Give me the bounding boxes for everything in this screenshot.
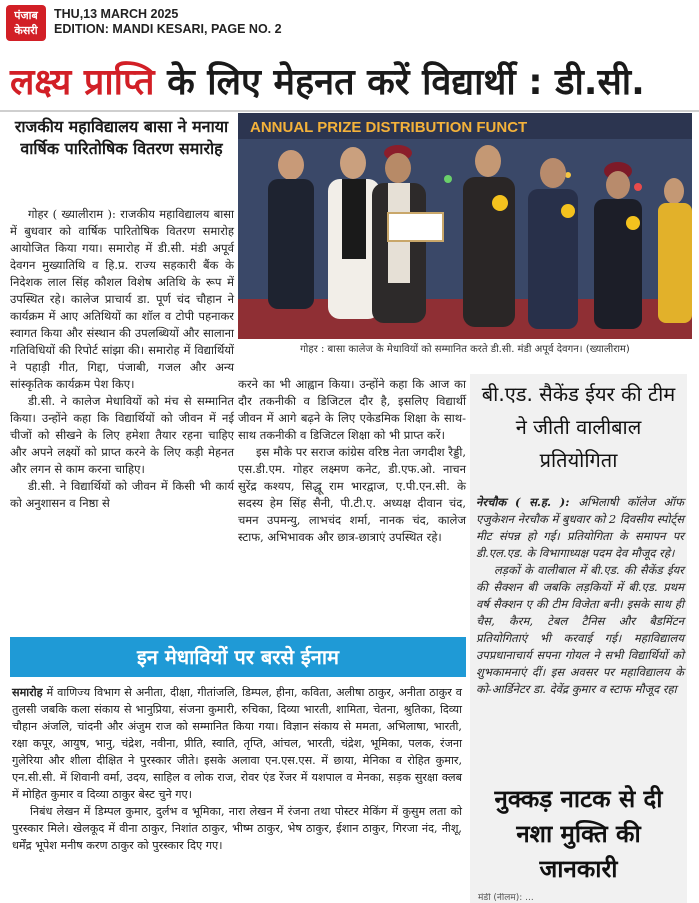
sidebar-headline-1: बी.एड. सैकेंड ईयर की टीम ने जीती वालीबाल प्रतियोगिता xyxy=(481,382,676,472)
sidebar-paragraph xyxy=(476,494,684,562)
sidebar-article-1 xyxy=(476,494,684,698)
headline-rest: के लिए मेहनत करें विद्यार्थी : डी.सी. xyxy=(154,62,645,103)
article-column-2 xyxy=(238,376,466,546)
sidebar-paragraph: लड़कों के वालीबाल में बी.एड. की सैकेंड ईयर की सैक्शन बी जबकि लड़कियों में बी.एड. प्रथम वर्ष सैक्शन ए की टीम विजेता बनी। इसके साथ ही चैस, कैरम, टेबल टैनिस और बैडमिंटन प्रतियोगिताएं भी करवाई गई। महाविद्यालय उपप्रधानाचार्य सपना गोयल ने सभी विद्यार्थियों को शुभकामनाएं दीं। इस अवसर पर महाविद्यालय के को-आर्डिनेटर डा. देवेंद्र कुमार व स्टाफ मौजूद रहा xyxy=(476,563,684,696)
awards-body xyxy=(12,684,462,854)
awards-paragraph: निबंध लेखन में डिम्पल कुमार, दुर्लभ व भूमिका, नारा लेखन में रंजना तथा पोस्टर मेकिंग में कुसुम लता को पुरस्कार मिले। खेलकूद में वीना ठाकुर, निशांत ठाकुर, भीष्म ठाकुर, भेष ठाकुर, ईशान ठाकुर, गिरजा नंद, नीशू, धर्मेंद्र भूपेश मनीष करण ठाकुर को पुरस्कार दिए गए। xyxy=(12,805,462,852)
logo-line-1: पंजाब xyxy=(14,9,38,22)
newspaper-logo xyxy=(6,5,46,41)
edition-label: EDITION: MANDI KESARI, PAGE NO. 2 xyxy=(54,22,282,36)
sidebar-dateline: नेरचौक ( स.ह. ): xyxy=(476,495,579,509)
photo-banner-text: ANNUAL PRIZE DISTRIBUTION FUNCT xyxy=(250,119,528,136)
awards-lead: समारोह xyxy=(12,685,43,699)
article-paragraph: करने का भी आह्वान किया। उन्होंने कहा कि आज का दौर तकनीकी व डिजिटल दौर है, इसलिए विद्यार्थी जीवन में आगे बढ़ने के लिए एकेडमिक शिक्षा के साथ-साथ तकनीकी व डिजिटल शिक्षा को भी प्राप्त करें। xyxy=(238,377,466,442)
publication-date: THU,13 MARCH 2025 xyxy=(54,7,179,21)
article-paragraph: डी.सी. ने विद्यार्थियों को जीवन में किसी भी कार्य को अनुशासन व निष्ठा से xyxy=(10,479,234,510)
photo-caption: गोहर : बासा कालेज के मेधावियों को सम्मानित करते डी.सी. मंडी अपूर्व देवगन। (ख्यालीराम) xyxy=(300,344,630,355)
masthead xyxy=(0,0,699,50)
main-headline xyxy=(10,60,645,106)
sidebar-paragraph-text: अभिलाषी कॉलेज ऑफ एजुकेशन नेरचौक में बुधवार को 2 दिवसीय स्पोर्ट्स मीट संपन्न हो गई। प्रतियोगिता के समापन पर डी.एल.एड. के विभागाध्यक्ष पदम देव मौजूद रहे। xyxy=(476,495,684,560)
headline-highlight: लक्ष्य प्राप्ति xyxy=(10,62,155,103)
event-photo xyxy=(238,113,692,339)
awards-paragraph xyxy=(12,684,462,803)
article-paragraph: गोहर ( ख्यालीराम ): राजकीय महाविद्यालय बासा में बुधवार को वार्षिक पारितोषिक वितरण समारोह आयोजित किया गया। समारोह में डी.सी. मंडी अपूर्व देवगन मुख्यातिथि व हि.प्र. राज्य सहकारी बैंक के निदेशक लाल सिंह कौशल विशेष अतिथि के रूप में उपस्थित रहे। कालेज प्राचार्य डा. पूर्ण चंद चौहान ने कार्यक्रम में आए अतिथियों का शॉल व टोपी पहनाकर स्वागत किया और संस्थान की उपलब्धियों और सालाना गतिविधियों की रिपोर्ट सांझा की। समारोह में विद्यार्थियों ने पहाड़ी गीत, गिद्दा, पंजाबी, गजल और अन्य सांस्कृतिक कार्यक्रम पेश किए। xyxy=(10,207,234,391)
headline-divider xyxy=(0,110,699,112)
logo-line-2: केसरी xyxy=(14,24,38,37)
event-photo-illustration xyxy=(238,113,692,339)
awards-text: में वाणिज्य विभाग से अनीता, दीक्षा, गीतांजलि, डिम्पल, हीना, कविता, अलीषा ठाकुर, अनीता ठाकुर व तुलसी जबकि कला संकाय से भानुप्रिया, संजना कुमारी, रुचिका, दिव्या भारती, शामिता, चेतना, श्रुतिका, दिव्या चौहान अंजलि, चांदनी और अंजुम राज को सम्मानित किया गया। विज्ञान संकाय से ममता, अभिलाषा, भारती, रक्षा कपूर, आयुष, भानु, चंद्रेश, नवीना, प्रीति, स्वाति, तृप्ति, आंचल, भारती, चंद्रेश, भूमिका, पलक, रंजना गुलेरिया और शीला दीक्षित ने पुरस्कार जीते। इसके अलावा एन.एस.एस. में छाया, मेनिका व रोहित कुमार, एन.सी.सी. में शिवानी वर्मा, उदय, साहिल व लोक राज, रोवर एंड रेंजर में यशपाल व मेनका, सड़क सुरक्षा क्लब में मोहित कुमार व दिव्या ठाकुर बेस्ट चुने गए। xyxy=(12,686,462,801)
sidebar-headline-2: नुक्कड़ नाटक से दी नशा मुक्ति की जानकारी xyxy=(494,785,663,883)
awards-banner: इन मेधावियों पर बरसे ईनाम xyxy=(10,637,466,677)
sidebar-article-2-stub: मंडी (नीलम): ... xyxy=(478,893,534,903)
article-column-1 xyxy=(10,206,234,512)
sub-headline: राजकीय महाविद्यालय बासा ने मनाया वार्षिक पारितोषिक वितरण समारोह xyxy=(14,117,229,158)
article-paragraph: इस मौके पर सराज कांग्रेस वरिष्ठ नेता जगदीश रैड्डी, एस.डी.एम. गोहर लक्ष्मण कनेट, डी.एफ.ओ. नाचन सुरेंद्र कश्यप, सिद्धू राम भारद्वाज, ए.पी.एन.सी. के सदस्य हेम सिंह सैनी, पी.टी.ए. अध्यक्ष दीवान चंद, चमन उपमन्यु, लाभचंद शर्मा, नानक चंद, कालेज स्टाफ, अभिभावक और छात्र-छात्राएं उपस्थित रहे। xyxy=(238,445,466,544)
edition-info xyxy=(54,7,282,37)
article-paragraph: डी.सी. ने कालेज मेधावियों को मंच से सम्मानित किया। उन्होंने कहा कि विद्यार्थियों को जीवन में नई चीजों को सीखने के लिए हमेशा तैयार रहना चाहिए और अपने लक्ष्यों को प्राप्त करने के लिए कड़ी मेहनत और लगन से काम करना चाहिए। xyxy=(10,394,234,476)
